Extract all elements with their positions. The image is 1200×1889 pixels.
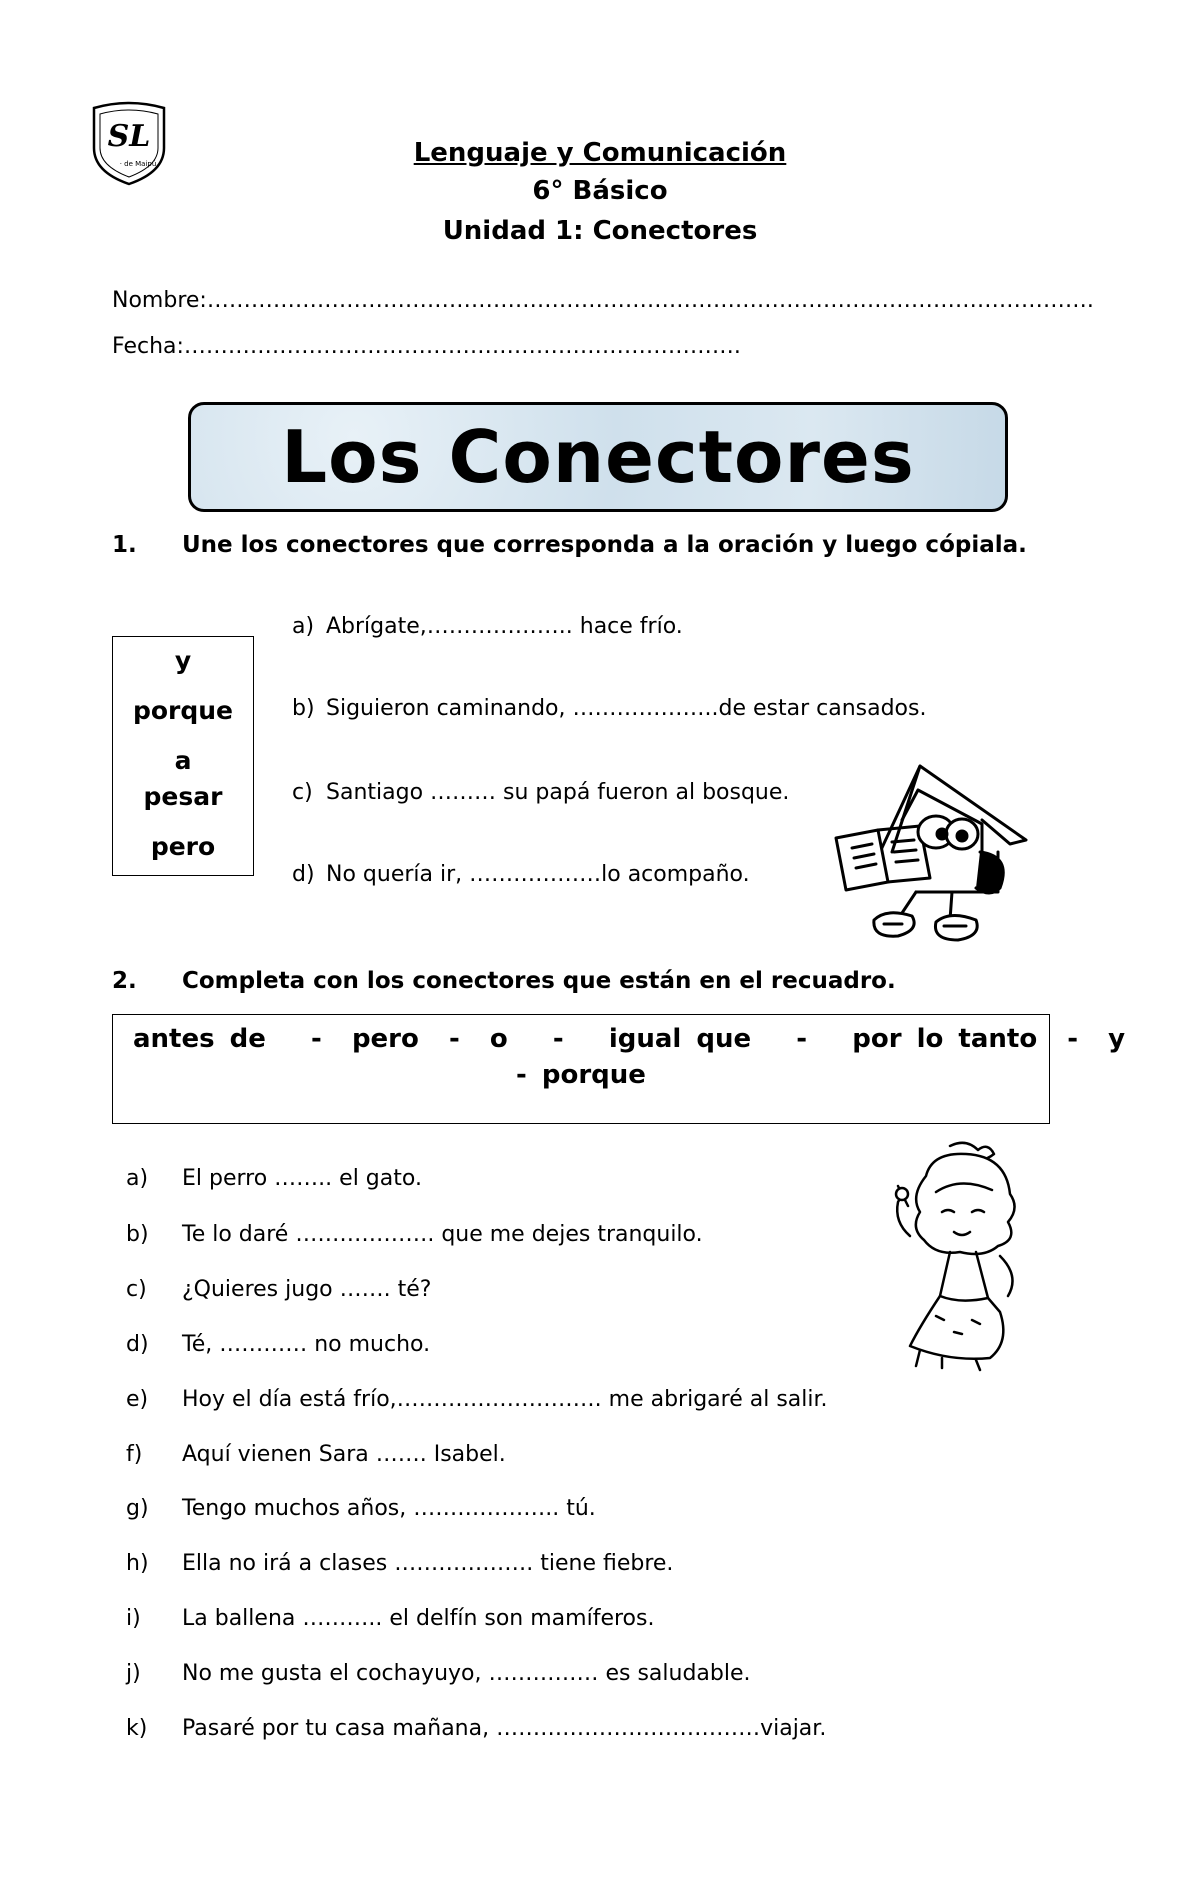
connector-word-bank [112, 1014, 1126, 1124]
s1-sentence-label: b) [292, 696, 315, 721]
s1-sentence-text[interactable]: Siguieron caminando, ………………..de estar cansados. [326, 696, 927, 721]
connector-word-box [112, 636, 254, 876]
section1-number: 1. [112, 532, 137, 558]
word-item: y [174, 646, 192, 675]
s1-sentence-label: a) [292, 614, 315, 639]
s2-sentence-label: b) [126, 1222, 149, 1247]
s1-sentence-label: d) [292, 862, 315, 887]
word-bank-line: antes de - pero - o - igual que - por lo tanto - y [133, 1024, 1126, 1054]
s2-sentence-label: c) [126, 1277, 147, 1302]
s2-sentence-text[interactable]: Pasaré por tu casa mañana, ………………………………viajar. [182, 1716, 827, 1741]
s2-sentence-label: k) [126, 1716, 148, 1741]
title-banner [188, 402, 1008, 512]
s2-sentence-label: h) [126, 1551, 149, 1576]
word-item: pesar [143, 782, 223, 811]
word-item: pero [150, 832, 216, 861]
s2-sentence-text[interactable]: Ella no irá a clases ………………. tiene fiebre. [182, 1551, 674, 1576]
s2-sentence-text[interactable]: Aquí vienen Sara ……. Isabel. [182, 1442, 506, 1467]
s2-sentence-label: e) [126, 1387, 149, 1412]
s2-sentence-text[interactable]: Te lo daré ………………. que me dejes tranquilo. [182, 1222, 703, 1247]
s1-sentence [292, 614, 683, 639]
svg-text:· de Maipú: · de Maipú [119, 160, 157, 168]
word-bank-line: - porque [516, 1060, 646, 1090]
s2-sentence-label: j) [126, 1661, 141, 1686]
s1-sentence-text[interactable]: No quería ir, ………………lo acompaño. [326, 862, 750, 887]
s2-sentence-label: i) [126, 1606, 141, 1631]
section2-instruction: Completa con los conectores que están en el recuadro. [182, 968, 896, 994]
name-field[interactable]: Nombre:…………………………………………………………………………………………………………. [112, 288, 1094, 313]
reading-house-clipart [832, 760, 1036, 956]
unit-title: Unidad 1: Conectores [442, 216, 758, 246]
grade-label: 6° Básico [532, 176, 668, 206]
svg-text:SL: SL [107, 119, 151, 154]
s2-sentence-label: f) [126, 1442, 143, 1467]
date-field[interactable]: Fecha:…………………………………………………………………. [112, 334, 741, 359]
s2-sentence-text[interactable]: Té, ………… no mucho. [182, 1332, 431, 1357]
s1-sentence-text[interactable]: Abrígate,……………….. hace frío. [326, 614, 683, 639]
s2-sentence-label: d) [126, 1332, 149, 1357]
s1-sentence-label: c) [292, 780, 313, 805]
s2-sentence-text[interactable]: No me gusta el cochayuyo, …………… es saludable. [182, 1661, 751, 1686]
section2-number: 2. [112, 968, 137, 994]
s2-sentence-label: a) [126, 1166, 149, 1191]
word-item: a [174, 746, 192, 775]
s2-sentence-text[interactable]: Tengo muchos años, ……………….. tú. [182, 1496, 596, 1521]
s1-sentence [292, 780, 789, 805]
s1-sentence [292, 696, 926, 721]
s2-sentence-text[interactable]: La ballena ……….. el delfín son mamíferos. [182, 1606, 655, 1631]
s2-sentence-text[interactable]: ¿Quieres jugo ……. té? [182, 1277, 432, 1302]
s2-sentence-label: g) [126, 1496, 149, 1521]
subject-title: Lenguaje y Comunicación [413, 138, 787, 168]
section1-instruction: Une los conectores que corresponda a la oración y luego cópiala. [182, 532, 1027, 558]
s2-sentence-text[interactable]: Hoy el día está frío,………………………. me abrigaré al salir. [182, 1387, 828, 1412]
girl-writing-clipart [880, 1136, 1040, 1372]
s1-sentence [292, 862, 750, 887]
word-item: porque [132, 696, 234, 725]
s1-sentence-text[interactable]: Santiago ……… su papá fueron al bosque. [326, 780, 790, 805]
banner-title: Los Conectores [281, 415, 915, 499]
s2-sentence-text[interactable]: El perro …….. el gato. [182, 1166, 422, 1191]
